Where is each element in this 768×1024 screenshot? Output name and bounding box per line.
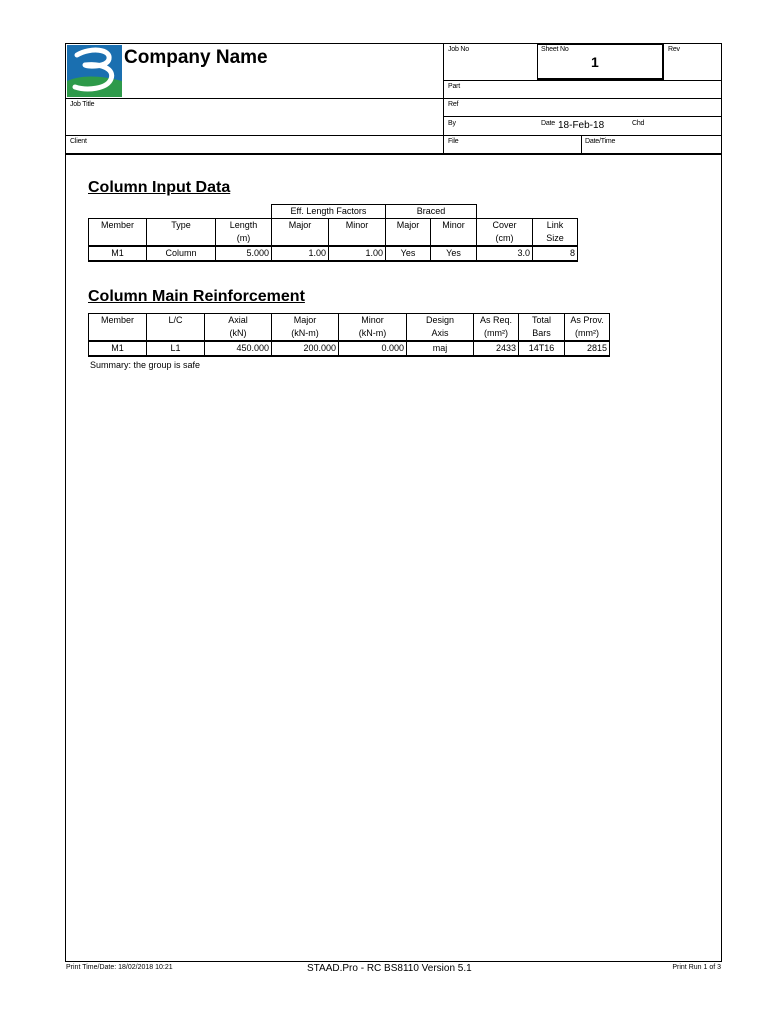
header-cell: Cover [477,219,533,233]
chd-label: Chd [632,120,645,127]
header-cell [431,232,477,246]
header-cell: Major [272,219,329,233]
total-bars-cell: 14T16 [519,341,565,356]
braced-major-cell: Yes [386,246,431,261]
as-prov-cell: 2815 [565,341,610,356]
date-label: Date [541,120,555,127]
table-row [89,341,610,356]
header-cell: (kN-m) [339,327,407,341]
header-cell: (kN-m) [272,327,339,341]
header-cell: As Prov. [565,314,610,328]
header-cell: (mm²) [474,327,519,341]
program-version: STAAD.Pro - RC BS8110 Version 5.1 [307,963,472,974]
header-row [89,327,610,341]
header-cell: Member [89,314,147,328]
header-cell: As Req. [474,314,519,328]
header-cell: Major [272,314,339,328]
job-no-label: Job No [448,46,469,53]
header-divider [66,135,722,136]
header-cell [147,232,216,246]
design-axis-cell: maj [407,341,474,356]
header-cell [89,327,147,341]
summary-text: Summary: the group is safe [90,360,201,370]
file-label: File [448,138,459,145]
header-cell: Size [533,232,578,246]
header-cell [89,232,147,246]
sheet-no-value: 1 [591,54,599,70]
link-size-cell: 8 [533,246,578,261]
header-cell: Axis [407,327,474,341]
header-cell: Major [386,219,431,233]
main-reinforcement-table [88,313,610,357]
by-label: By [448,120,456,127]
header-cell [386,232,431,246]
header-cell: Type [147,219,216,233]
ref-label: Ref [448,101,459,108]
part-label: Part [448,83,461,90]
header-cell: (kN) [205,327,272,341]
header-cell: (mm²) [565,327,610,341]
header-cell: Minor [339,314,407,328]
header-row [89,232,578,246]
eff-length-group-header: Eff. Length Factors [272,205,386,219]
header-cell: Member [89,219,147,233]
date-value: 18-Feb-18 [558,120,605,131]
header-cell [329,232,386,246]
member-cell: M1 [89,246,147,261]
print-run: Print Run 1 of 3 [672,964,721,971]
header-cell [147,327,205,341]
date-time-label: Date/Time [585,138,616,145]
main-reinforcement-title: Column Main Reinforcement [88,288,305,305]
major-moment-cell: 200.000 [272,341,339,356]
company-name: Company Name [124,47,268,68]
group-header-row [89,205,578,219]
load-case-cell: L1 [147,341,205,356]
header-divider [443,80,722,81]
header-cell: Minor [329,219,386,233]
table-row [89,246,578,261]
rev-label: Rev [668,46,680,53]
print-time: Print Time/Date: 18/02/2018 10:21 [66,964,173,971]
braced-minor-cell: Yes [431,246,477,261]
client-label: Client [70,138,87,145]
header-cell: L/C [147,314,205,328]
calc-sheet [65,43,722,962]
header-cell: Length [216,219,272,233]
eff-major-cell: 1.00 [272,246,329,261]
header-cell: Axial [205,314,272,328]
header-divider [443,44,444,154]
length-cell: 5.000 [216,246,272,261]
header-cell: Design [407,314,474,328]
header-row [89,314,610,328]
header-bottom-rule [66,153,722,155]
header-cell: (cm) [477,232,533,246]
header-divider [66,98,722,99]
cover-cell: 3.0 [477,246,533,261]
column-input-title: Column Input Data [88,179,231,196]
sheet-no-label: Sheet No [541,46,569,53]
job-title-label: Job Title [70,101,95,108]
header-divider [581,136,582,154]
header-cell: Total [519,314,565,328]
header-divider [443,116,722,117]
table-cell [89,205,272,219]
minor-moment-cell: 0.000 [339,341,407,356]
column-input-table [88,204,578,262]
header-cell: (m) [216,232,272,246]
table-cell [477,205,578,219]
eff-minor-cell: 1.00 [329,246,386,261]
type-cell: Column [147,246,216,261]
company-logo [67,45,122,97]
header-cell [272,232,329,246]
header-cell: Minor [431,219,477,233]
braced-group-header: Braced [386,205,477,219]
member-cell: M1 [89,341,147,356]
as-req-cell: 2433 [474,341,519,356]
header-cell: Bars [519,327,565,341]
header-row [89,219,578,233]
axial-cell: 450.000 [205,341,272,356]
header-cell: Link [533,219,578,233]
